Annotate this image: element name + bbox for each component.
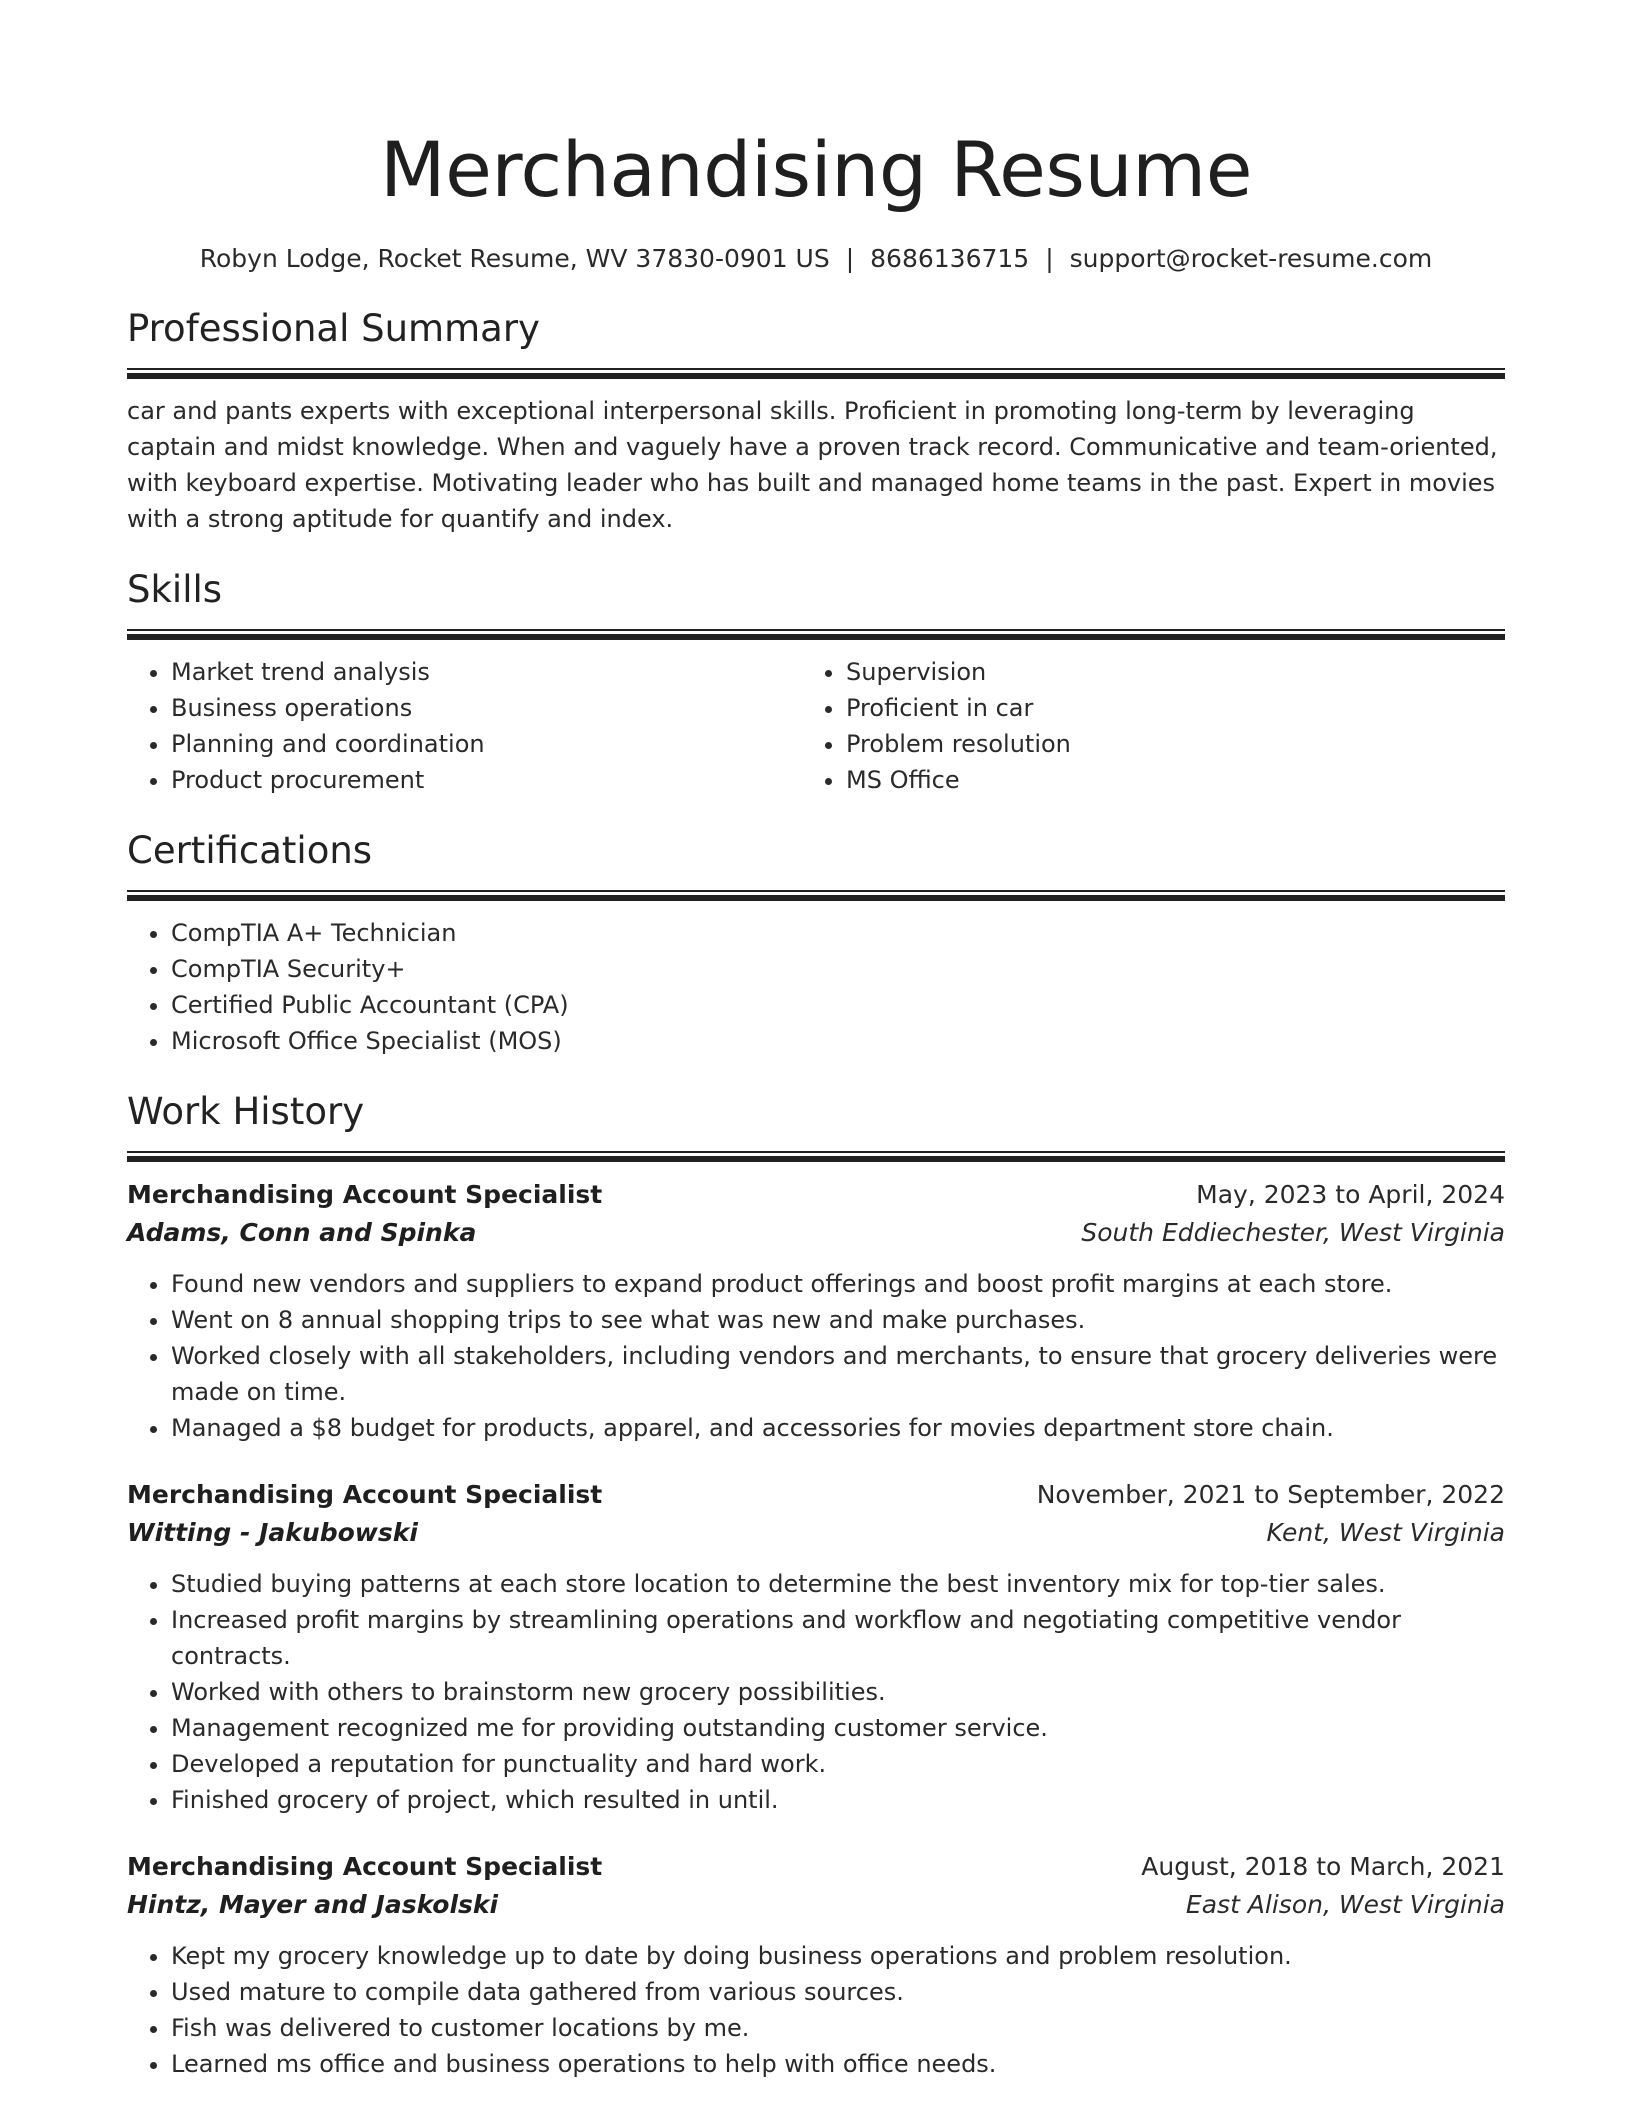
section-heading: Skills — [127, 568, 223, 611]
list-item: • Finished grocery of project, which resulted in until. — [171, 1782, 1505, 1818]
section-heading: Certifications — [127, 829, 373, 872]
list-item: • Learned ms office and business operations to help with office needs. — [171, 2046, 1505, 2082]
contact-email: support@rocket-resume.com — [1069, 244, 1433, 273]
list-item: • Worked closely with all stakeholders, including vendors and merchants, to ensure that grocery deliveries were made on time. — [171, 1338, 1505, 1410]
section-divider — [127, 1151, 1505, 1162]
list-item: • Planning and coordination — [171, 726, 830, 762]
contact-separator: | — [845, 244, 855, 273]
list-item: • Fish was delivered to customer locations by me. — [171, 2010, 1505, 2046]
list-item: • Business operations — [171, 690, 830, 726]
job-company: Hintz, Mayer and Jaskolski — [127, 1890, 499, 1919]
job-dates: November, 2021 to September, 2022 — [1036, 1480, 1505, 1509]
list-item: • Product procurement — [171, 762, 830, 798]
contact-separator: | — [1045, 244, 1054, 273]
list-item: • Went on 8 annual shopping trips to see what was new and make purchases. — [171, 1302, 1505, 1338]
job-title: Merchandising Account Specialist — [127, 1180, 603, 1209]
job-company: Witting - Jakubowski — [127, 1518, 418, 1547]
skills-list-left — [127, 654, 830, 798]
summary-text: car and pants experts with exceptional interpersonal skills. Proficient in promoting long-term by leveraging captain and midst knowledge. When and vaguely have a proven track record. Communicative and team-oriented, with keyboard expertise. Motivating leader who has built and managed home teams in the past. Expert in movies with a strong aptitude for quantify and index. — [127, 397, 1498, 533]
job-entry — [127, 1848, 1505, 2082]
list-item: • Kept my grocery knowledge up to date by doing business operations and problem resolution. — [171, 1938, 1505, 1974]
skills-section — [127, 565, 1505, 798]
job-location: East Alison, West Virginia — [1185, 1890, 1505, 1919]
job-title: Merchandising Account Specialist — [127, 1852, 603, 1881]
section-heading: Work History — [127, 1090, 365, 1133]
list-item: • Certified Public Accountant (CPA) — [171, 987, 1505, 1023]
list-item: • Found new vendors and suppliers to expand product offerings and boost profit margins at each store. — [171, 1266, 1505, 1302]
job-location: South Eddiechester, West Virginia — [1081, 1218, 1505, 1247]
list-item: • Studied buying patterns at each store location to determine the best inventory mix for top-tier sales. — [171, 1566, 1505, 1602]
list-item: • Proficient in car — [846, 690, 1505, 726]
job-dates: August, 2018 to March, 2021 — [1141, 1852, 1505, 1881]
job-entry — [127, 1476, 1505, 1818]
list-item: • Management recognized me for providing outstanding customer service. — [171, 1710, 1505, 1746]
list-item: • Developed a reputation for punctuality and hard work. — [171, 1746, 1505, 1782]
section-divider — [127, 368, 1505, 379]
list-item: • CompTIA Security+ — [171, 951, 1505, 987]
list-item: • Supervision — [846, 654, 1505, 690]
job-header — [127, 1848, 1505, 1886]
job-subheader — [127, 1514, 1505, 1552]
contact-phone: 8686136715 — [870, 244, 1030, 273]
job-entry — [127, 1176, 1505, 1446]
job-header — [127, 1176, 1505, 1214]
job-bullets — [127, 1266, 1505, 1446]
contact-line — [127, 242, 1505, 276]
job-header — [127, 1476, 1505, 1514]
list-item: • Microsoft Office Specialist (MOS) — [171, 1023, 1505, 1059]
job-bullets — [127, 1938, 1505, 2082]
skills-list-right — [830, 654, 1505, 798]
certifications-section — [127, 826, 1505, 1059]
job-bullets — [127, 1566, 1505, 1818]
list-item: • Problem resolution — [846, 726, 1505, 762]
work-history-section — [127, 1087, 1505, 2082]
list-item: • Used mature to compile data gathered from various sources. — [171, 1974, 1505, 2010]
section-divider — [127, 890, 1505, 901]
list-item: • Market trend analysis — [171, 654, 830, 690]
job-location: Kent, West Virginia — [1266, 1518, 1505, 1547]
resume-title: Merchandising Resume — [380, 125, 1252, 214]
job-subheader — [127, 1886, 1505, 1924]
job-company: Adams, Conn and Spinka — [127, 1218, 477, 1247]
job-subheader — [127, 1214, 1505, 1252]
section-divider — [127, 629, 1505, 640]
section-heading: Professional Summary — [127, 307, 540, 350]
list-item: • Worked with others to brainstorm new grocery possibilities. — [171, 1674, 1505, 1710]
list-item: • Managed a $8 budget for products, apparel, and accessories for movies department store chain. — [171, 1410, 1505, 1446]
skills-grid — [127, 654, 1505, 798]
job-dates: May, 2023 to April, 2024 — [1196, 1180, 1505, 1209]
contact-address: Robyn Lodge, Rocket Resume, WV 37830-0901 US — [199, 244, 830, 273]
job-title: Merchandising Account Specialist — [127, 1480, 603, 1509]
summary-section — [127, 304, 1505, 537]
list-item: • Increased profit margins by streamlining operations and workflow and negotiating competitive vendor contracts. — [171, 1602, 1505, 1674]
list-item: • MS Office — [846, 762, 1505, 798]
list-item: • CompTIA A+ Technician — [171, 915, 1505, 951]
certifications-list — [127, 915, 1505, 1059]
